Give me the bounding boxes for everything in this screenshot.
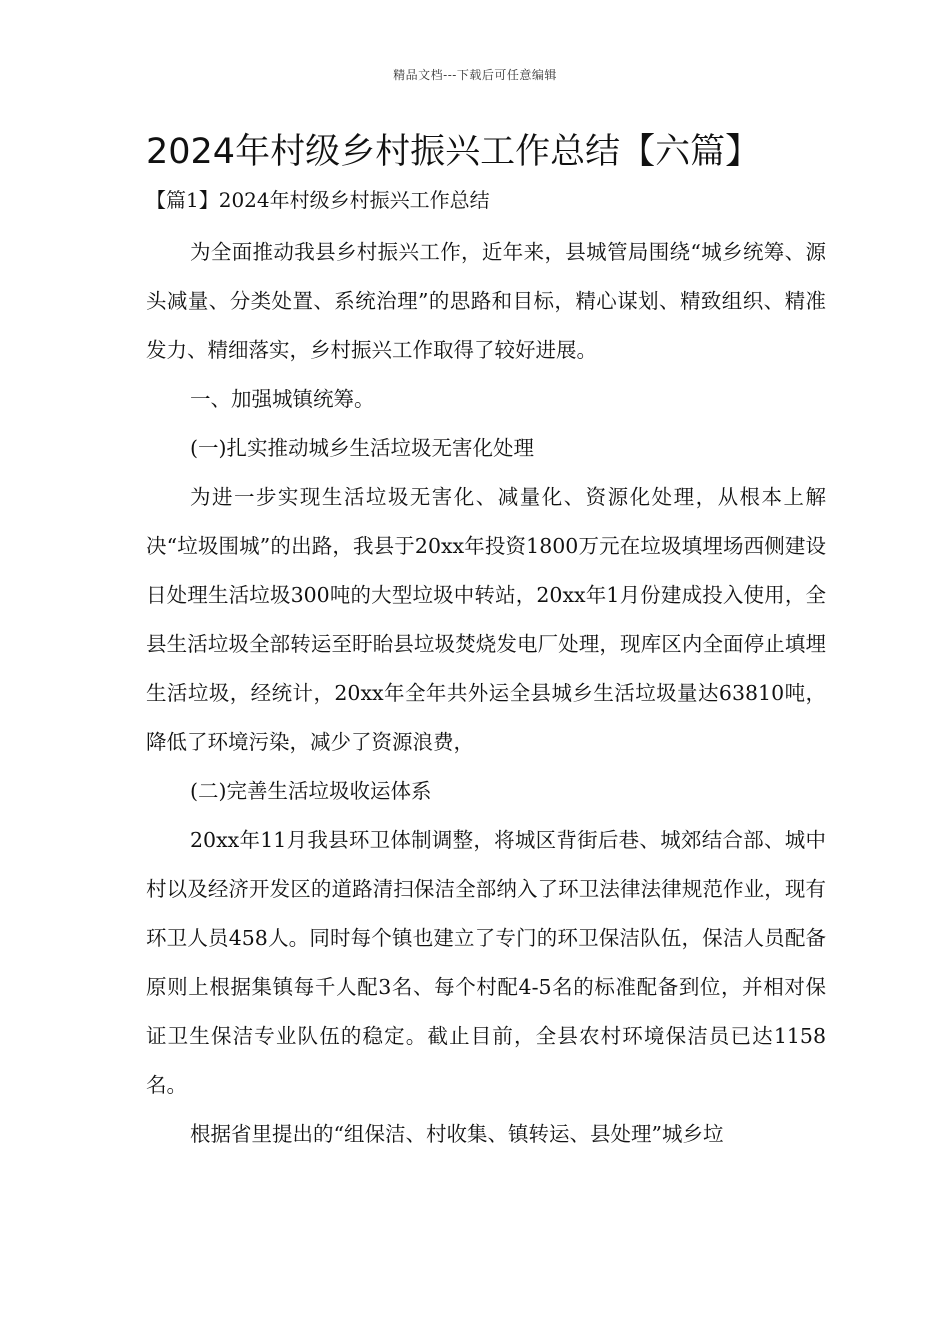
document-body <box>146 228 826 1159</box>
paragraph-province-plan: 根据省里提出的“组保洁、村收集、镇转运、县处理”城乡垃 <box>190 1122 724 1146</box>
paragraph-heading-1: 一、加强城镇统筹。 <box>190 387 375 411</box>
document-title: 2024年村级乡村振兴工作总结【六篇】 <box>146 132 761 172</box>
paragraph-sanitation-system: 20xx年11月我县环卫体制调整，将城区背街后巷、城郊结合部、城中村以及经济开发区的道路清扫保洁全部纳入了环卫法律法律规范作业，现有环卫人员458人。同时每个镇也建立了专门的环卫保洁队伍，保洁人员配备原则上根据集镇每千人配3名、每个村配4-5名的标准配备到位，并相对保证卫生保洁专业队伍的稳定。截止目前，全县农村环境保洁员已达1158名。 <box>146 828 826 1097</box>
paragraph-subheading-1: (一)扎实推动城乡生活垃圾无害化处理 <box>190 436 534 460</box>
section-heading: 【篇1】2024年村级乡村振兴工作总结 <box>146 188 490 212</box>
paragraph-waste-treatment: 为进一步实现生活垃圾无害化、减量化、资源化处理，从根本上解决“垃圾围城”的出路，我县于20xx年投资1800万元在垃圾填埋场西侧建设日处理生活垃圾300吨的大型垃圾中转站，20xx年1月份建成投入使用，全县生活垃圾全部转运至盱眙县垃圾焚烧发电厂处理，现库区内全面停止填埋生活垃圾，经统计，20xx年全年共外运全县城乡生活垃圾量达63810吨，降低了环境污染，减少了资源浪费， <box>146 485 826 754</box>
paragraph-intro: 为全面推动我县乡村振兴工作，近年来，县城管局围绕“城乡统筹、源头减量、分类处置、系统治理”的思路和目标，精心谋划、精致组织、精准发力、精细落实，乡村振兴工作取得了较好进展。 <box>146 240 826 362</box>
paragraph-subheading-2: (二)完善生活垃圾收运体系 <box>190 779 432 803</box>
header-note: 精品文档---下载后可任意编辑 <box>393 68 557 82</box>
